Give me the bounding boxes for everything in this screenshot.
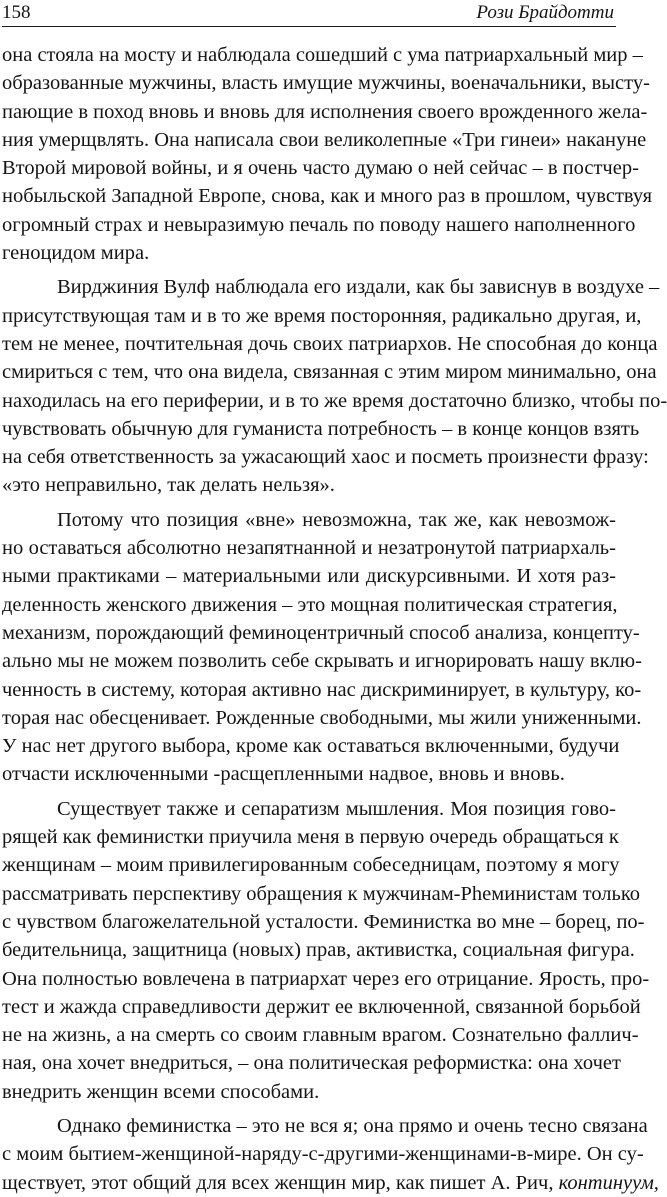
text-line: бедительница, защитница (новых) прав, активистка, социальная фигура. (2, 939, 635, 962)
text-line: она стояла на мосту и наблюдала сошедший с ума патриархальный мир – (2, 44, 643, 66)
text-line: пающие в поход вновь и вновь для исполнения своего врожденного жела- (2, 100, 648, 123)
text-line: с моим бытием-женщиной-наряду-с-другими-женщинами-в-мире. Он су- (2, 1143, 644, 1166)
text-line: тест и жажда справедливости держит ее включенной, связанной борьбой (2, 995, 641, 1018)
text-line: Потому что позиция «вне» невозможна, так же, как невозмож- (57, 508, 616, 531)
text-line: тем не менее, почтительная дочь своих патриархов. Не способная до конца (2, 332, 658, 355)
paragraph (2, 506, 642, 789)
paragraph (2, 273, 667, 499)
text-line: присутствующая там и в то же время посторонняя, радикально другая, и, (2, 304, 642, 327)
text-line: Однако феминистка – это не вся я; она прямо и очень тесно связана (57, 1114, 648, 1137)
text-line: У нас нет другого выбора, кроме как оставаться включенными, будучи (2, 735, 620, 758)
text-line: чувствовать обычную для гуманиста потребность – в конце концов взять (2, 417, 640, 440)
text-line: Вирджиния Вулф наблюдала его издали, как бы зависнув в воздухе – (57, 276, 660, 299)
text-line: торая нас обесценивает. Рожденные свободными, мы жили униженными. (2, 706, 642, 729)
body-text (2, 41, 667, 1197)
text-line: внедрить женщин всеми способами. (2, 1080, 320, 1103)
text-line: рящей как феминистки приучила меня в первую очередь обращаться к (2, 826, 619, 849)
text-line: находилась на его периферии, и в то же время достаточно близко, чтобы по- (2, 389, 667, 412)
text-line: механизм, порождающий феминоцентричный способ анализа, концепту- (2, 621, 640, 644)
text-line: отчасти исключенными -расщепленными надвое, вновь и вновь. (2, 763, 565, 786)
text-line: ния умерщвлять. Она написала свои великолепные «Три гинеи» накануне (2, 128, 647, 151)
paragraph (2, 41, 653, 267)
text-line: геноцидом мира. (2, 242, 150, 265)
paragraph (2, 1112, 659, 1197)
text-line: не на жизнь, а на смерть со своим главным врагом. Сознательно фаллич- (2, 1024, 639, 1047)
text-line: Существует также и сепаратизм мышления. Моя позиция гово- (57, 797, 616, 820)
text-line: огромный страх и невыразимую печаль по поводу нашего наполненного (2, 213, 636, 236)
text-line: Она полностью вовлечена в патриархат через его отрицание. Ярость, про- (2, 967, 650, 990)
text-line: ченность в систему, которая активно нас дискриминирует, в культуру, ко- (2, 678, 642, 701)
text-line: но оставаться абсолютно незапятнанной и незатронутой патриархаль- (2, 537, 616, 560)
running-head-author: Рози Брайдотти (476, 2, 614, 23)
text-line: ная, она хочет внедриться, – она политическая реформистка: она хочет (2, 1052, 621, 1075)
text-line: «это неправильно, так делать нельзя». (2, 474, 335, 497)
text-line: ществует, этот общий для всех женщин мир, как пишет А. Рич, континуум, (2, 1171, 659, 1194)
text-line: ными практиками – материальными или дискурсивными. И хотя раз- (2, 565, 616, 588)
text-line: смириться с тем, что она видела, связанная с этим миром минимально, она (2, 361, 657, 384)
text-line: нобыльской Западной Европе, снова, как и много раз в прошлом, чувствуя (2, 185, 653, 208)
page-number: 158 (2, 2, 31, 23)
text-line: на себя ответственность за ужасающий хаос и посметь произнести фразу: (2, 446, 649, 469)
text-line: ально мы не можем позволить себе скрывать и игнорировать нашу вклю- (2, 650, 642, 673)
text-line: рассматривать перспективу обращения к мужчинам-Pheминистам только (2, 882, 641, 905)
page-header (2, 2, 616, 27)
text-line: женщинам – моим привилегированным собеседницам, поэтому я могу (2, 854, 620, 877)
text-line: деленность женского движения – это мощная политическая стратегия, (2, 593, 618, 616)
text-line: Второй мировой войны, и я очень часто думаю о ней сейчас – в постчер- (2, 157, 639, 180)
text-line: образованные мужчины, власть имущие мужчины, военачальники, высту- (2, 72, 650, 95)
paragraph (2, 795, 650, 1106)
text-line: с чувством благожелательной усталости. Феминистка во мне – борец, по- (2, 910, 645, 933)
